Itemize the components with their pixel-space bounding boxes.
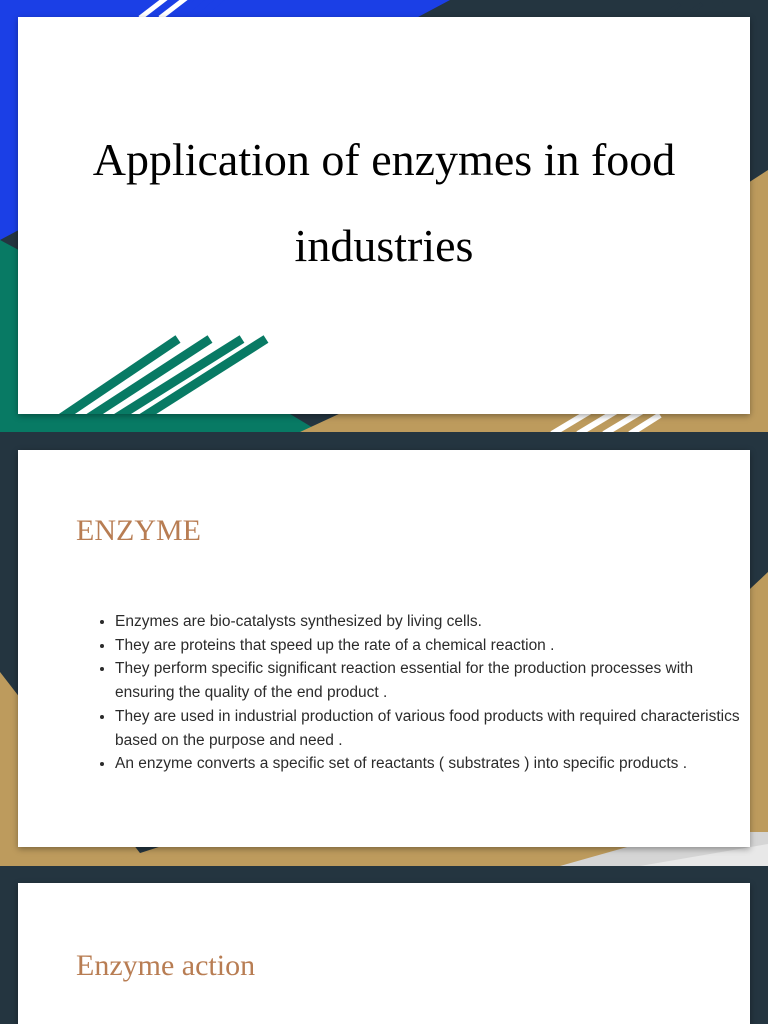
enzyme-card <box>18 450 750 847</box>
list-item: • They are used in industrial production of various food products with required characteristics based on the purpose and need . <box>115 705 745 752</box>
slide-1 <box>0 0 768 432</box>
enzyme-bullet-list <box>76 610 745 776</box>
slide-3 <box>0 866 768 1024</box>
list-item: • They are proteins that speed up the rate of a chemical reaction . <box>115 634 745 658</box>
list-item: • They perform specific significant reaction essential for the production processes with ensuring the quality of the end product . <box>115 657 745 704</box>
list-item: • Enzymes are bio-catalysts synthesized by living cells. <box>115 610 745 634</box>
title-card <box>18 17 750 414</box>
list-item: • An enzyme converts a specific set of reactants ( substrates ) into specific products . <box>115 752 745 776</box>
enzyme-action-card <box>18 883 750 1024</box>
enzyme-heading: ENZYME <box>76 514 201 547</box>
presentation-title: Application of enzymes in food industries <box>92 134 676 271</box>
enzyme-action-heading: Enzyme action <box>76 949 256 982</box>
slide-2 <box>0 432 768 866</box>
